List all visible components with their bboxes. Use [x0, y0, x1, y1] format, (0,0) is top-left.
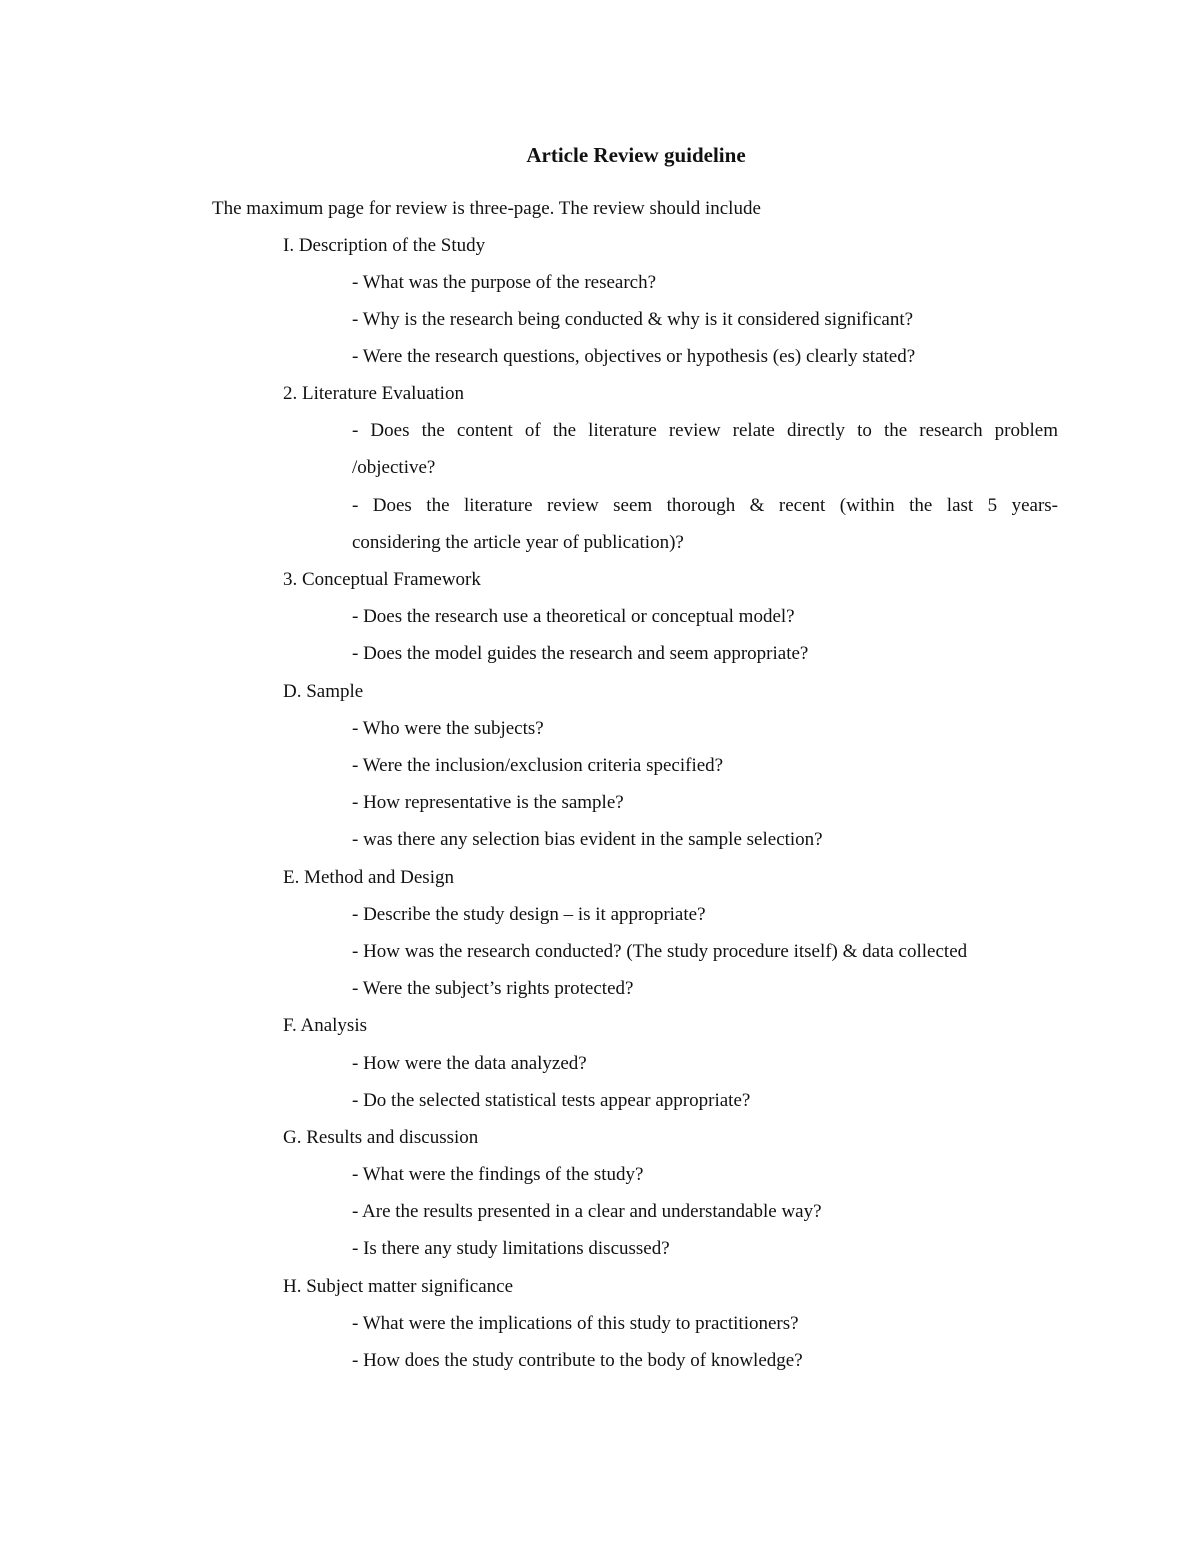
list-item-continuation: /objective? [352, 457, 436, 478]
list-item: - Does the model guides the research and seem appropriate? [352, 643, 809, 664]
list-item: - Does the content of the literature review relate directly to the research problem [352, 420, 1058, 441]
document-title: Article Review guideline [526, 143, 746, 167]
list-item: - What was the purpose of the research? [352, 272, 657, 293]
list-item: - Were the subject’s rights protected? [352, 978, 634, 999]
list-item: - What were the findings of the study? [352, 1164, 644, 1185]
list-item: - Why is the research being conducted & why is it considered significant? [352, 309, 914, 330]
section-heading-literature: 2. Literature Evaluation [283, 383, 464, 404]
list-item: - Are the results presented in a clear and understandable way? [352, 1201, 822, 1222]
section-heading-analysis: F. Analysis [283, 1015, 367, 1036]
list-item: - What were the implications of this study to practitioners? [352, 1313, 799, 1334]
section-heading-significance: H. Subject matter significance [283, 1276, 514, 1297]
list-item: - How does the study contribute to the body of knowledge? [352, 1350, 803, 1371]
intro-text: The maximum page for review is three-page. The review should include [212, 198, 761, 219]
list-item: - Does the research use a theoretical or conceptual model? [352, 606, 795, 627]
list-item: - Were the research questions, objectives or hypothesis (es) clearly stated? [352, 346, 916, 367]
section-heading-description: I. Description of the Study [283, 235, 486, 256]
section-heading-framework: 3. Conceptual Framework [283, 569, 481, 590]
list-item: - Describe the study design – is it appropriate? [352, 904, 706, 925]
list-item: - Who were the subjects? [352, 718, 544, 739]
section-heading-sample: D. Sample [283, 681, 364, 702]
list-item: - How were the data analyzed? [352, 1053, 587, 1074]
list-item: - Is there any study limitations discussed? [352, 1238, 670, 1259]
list-item: - Were the inclusion/exclusion criteria specified? [352, 755, 724, 776]
list-item: - How representative is the sample? [352, 792, 624, 813]
list-item-continuation: considering the article year of publication)? [352, 532, 684, 553]
list-item: - Does the literature review seem thorough & recent (within the last 5 years- [352, 495, 1058, 516]
list-item: - was there any selection bias evident in the sample selection? [352, 829, 823, 850]
list-item: - Do the selected statistical tests appear appropriate? [352, 1090, 751, 1111]
section-heading-method: E. Method and Design [283, 867, 454, 888]
list-item: - How was the research conducted? (The study procedure itself) & data collected [352, 941, 968, 962]
section-heading-results: G. Results and discussion [283, 1127, 479, 1148]
